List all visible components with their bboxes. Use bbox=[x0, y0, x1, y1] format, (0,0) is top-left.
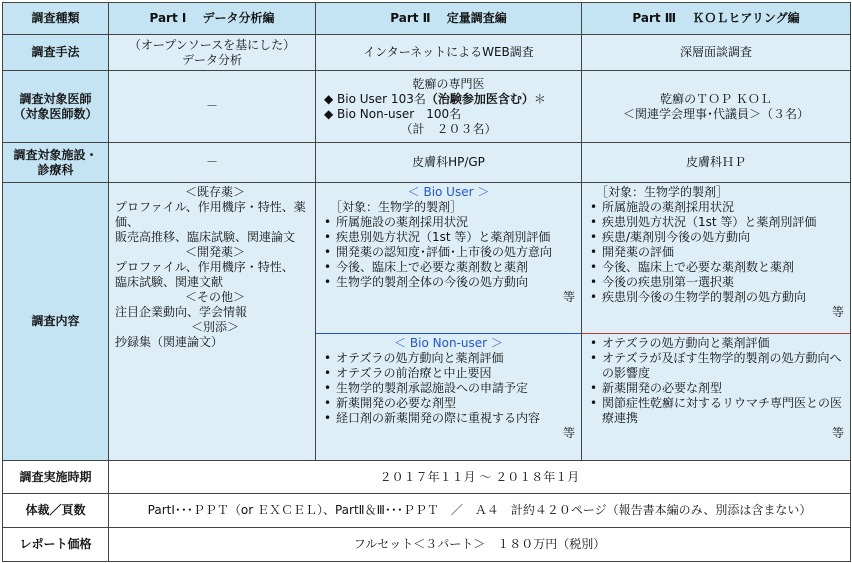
list-item: • 疾患別処方状況（1st 等）と薬剤別評価 bbox=[336, 230, 575, 245]
content-p2-bio-non-list bbox=[322, 351, 575, 426]
content-p1-line: プロファイル、作用機序・特性、 bbox=[115, 260, 294, 274]
content-p2-bio-user-sub: ［対象：生物学的製剤］ bbox=[330, 200, 463, 214]
subjects-part3-line1: 乾癬のＴＯＰ ＫＯＬ bbox=[660, 91, 772, 106]
content-p2-bio-user-list bbox=[322, 215, 575, 290]
period-row bbox=[3, 461, 851, 494]
list-item: • 今後、臨床上で必要な薬剤数と薬剤 bbox=[336, 260, 575, 275]
subjects-part3-line2: ＜関連学会理事･代議員＞（３名） bbox=[622, 106, 809, 121]
list-item: • 疾患別今後の生物学的製剤の処方動向 bbox=[602, 290, 844, 305]
content-p3-top-list bbox=[588, 200, 844, 305]
content-p3-bottom-etc: 等 bbox=[831, 426, 844, 440]
list-item: • オテズラの処方動向と薬剤評価 bbox=[602, 336, 844, 351]
list-item: • 生物学的製剤承認施設への申請予定 bbox=[336, 381, 575, 396]
price-row bbox=[3, 528, 851, 562]
content-p3-top-section bbox=[582, 183, 850, 334]
header-row bbox=[3, 3, 851, 35]
content-p3-top-sub: ［対象：生物学的製剤］ bbox=[596, 185, 729, 199]
list-item: • 関節症性乾癬に対するリウマチ専門医との医療連携 bbox=[602, 396, 844, 426]
facilities-part3: 皮膚科ＨＰ bbox=[582, 143, 851, 183]
list-item: • 新薬開発の必要な剤型 bbox=[602, 381, 844, 396]
facilities-row bbox=[3, 143, 851, 183]
facilities-label-line1: 調査対象施設・ bbox=[13, 147, 98, 162]
period-value: ２０１７年１１月 ～ ２０１８年１月 bbox=[109, 461, 851, 494]
list-item: • 開発薬の評価 bbox=[602, 245, 844, 260]
list-item: • オテズラが及ぼす生物学的製剤の処方動向への影響度 bbox=[602, 351, 844, 381]
content-p1-line: 注目企業動向、学会情報 bbox=[115, 305, 248, 319]
facilities-part1: － bbox=[109, 143, 316, 183]
list-item: • 生物学的製剤全体の今後の処方動向 bbox=[336, 275, 575, 290]
subjects-part2-total: （計 ２０３名） bbox=[400, 121, 497, 136]
content-p1-line: 抄録集（関連論文） bbox=[115, 335, 224, 349]
list-item: • 疾患別処方状況（1st 等）と薬剤別評価 bbox=[602, 215, 844, 230]
bio-user-note: （治験参加医含む） bbox=[425, 91, 534, 106]
content-p3-bottom-section bbox=[582, 334, 850, 441]
subjects-label-line2: （対象医師数） bbox=[13, 106, 98, 121]
survey-overview-table bbox=[2, 2, 851, 562]
header-part2: Part Ⅱ 定量調査編 bbox=[316, 3, 582, 35]
header-part1: Part Ⅰ データ分析編 bbox=[109, 3, 316, 35]
list-item: • オテズラの処方動向と薬剤評価 bbox=[336, 351, 575, 366]
content-p1-dev-heading: ＜開発薬＞ bbox=[184, 245, 245, 259]
subjects-part2-title: 乾癬の専門医 bbox=[412, 76, 485, 91]
content-p3-bottom-list bbox=[588, 336, 844, 426]
list-item: • 所属施設の薬剤採用状況 bbox=[602, 200, 844, 215]
content-part3 bbox=[582, 183, 851, 461]
content-row bbox=[3, 183, 851, 461]
bio-user-asterisk: ＊ bbox=[533, 91, 546, 106]
method-label: 調査手法 bbox=[3, 35, 109, 71]
list-item: • 新薬開発の必要な剤型 bbox=[336, 396, 575, 411]
content-label: 調査内容 bbox=[3, 183, 109, 461]
bio-user-count: ◆ Bio User 103名 bbox=[324, 91, 426, 106]
content-p1-line: 販売高推移、臨床試験、関連論文 bbox=[115, 230, 296, 244]
subjects-part2 bbox=[316, 71, 582, 143]
content-p2-bio-non-title: ＜ Bio Non-user ＞ bbox=[394, 336, 503, 350]
method-part1-line1: （オープンソースを基にした） bbox=[128, 37, 296, 52]
period-label: 調査実施時期 bbox=[3, 461, 109, 494]
list-item: • 今後、臨床上で必要な薬剤数と薬剤 bbox=[602, 260, 844, 275]
header-part3: Part Ⅲ ＫＯＬヒアリング編 bbox=[582, 3, 851, 35]
list-item: • 疾患/薬剤別今後の処方動向 bbox=[602, 230, 844, 245]
subjects-label-line1: 調査対象医師 bbox=[19, 91, 92, 106]
subjects-part1: － bbox=[109, 71, 316, 143]
facilities-label-line2: 診療科 bbox=[37, 162, 74, 177]
content-part1 bbox=[109, 183, 316, 461]
list-item: • 今後の疾患別第一選択薬 bbox=[602, 275, 844, 290]
facilities-label bbox=[3, 143, 109, 183]
content-p1-line: プロファイル、作用機序・特性、薬価、 bbox=[115, 200, 306, 229]
content-p1-appendix-heading: ＜別添＞ bbox=[190, 320, 239, 334]
content-part2 bbox=[316, 183, 582, 461]
method-part1-line2: データ分析 bbox=[181, 52, 242, 67]
list-item: • オテズラの前治療と中止要因 bbox=[336, 366, 575, 381]
subjects-part2-bio-non-user: ◆ Bio Non-user 100名 bbox=[324, 106, 462, 121]
subjects-part3 bbox=[582, 71, 851, 143]
content-p1-other-heading: ＜その他＞ bbox=[184, 290, 245, 304]
subjects-label bbox=[3, 71, 109, 143]
content-p2-bio-non-etc: 等 bbox=[562, 426, 575, 440]
content-p2-bio-non-section bbox=[316, 334, 581, 441]
price-value: フルセット＜３パート＞ １８０万円（税別） bbox=[109, 528, 851, 562]
method-row bbox=[3, 35, 851, 71]
method-part1 bbox=[109, 35, 316, 71]
list-item: • 所属施設の薬剤採用状況 bbox=[336, 215, 575, 230]
header-survey-type: 調査種類 bbox=[3, 3, 109, 35]
subjects-part2-bio-user bbox=[316, 92, 581, 107]
content-p1-existing-heading: ＜既存薬＞ bbox=[184, 185, 245, 199]
format-row bbox=[3, 494, 851, 528]
content-p2-bio-user-title: ＜ Bio User ＞ bbox=[407, 185, 490, 199]
price-label: レポート価格 bbox=[3, 528, 109, 562]
content-p2-bio-user-section bbox=[316, 183, 581, 334]
format-label: 体裁／頁数 bbox=[3, 494, 109, 528]
method-part2: インターネットによるWEB調査 bbox=[316, 35, 582, 71]
list-item: • 開発薬の認知度･評価･上市後の処方意向 bbox=[336, 245, 575, 260]
method-part3: 深層面談調査 bbox=[582, 35, 851, 71]
content-p3-top-etc: 等 bbox=[831, 305, 844, 319]
list-item: • 経口剤の新薬開発の際に重視する内容 bbox=[336, 411, 575, 426]
subjects-row bbox=[3, 71, 851, 143]
content-p2-bio-user-etc: 等 bbox=[562, 290, 575, 304]
format-value: PartⅠ･･･ＰＰＴ（or ＥＸＣＥＬ）、PartⅡ＆Ⅲ･･･ＰＰＴ ／ Ａ４ 計約４２０ページ（報告書本編のみ、別添は含まない） bbox=[109, 494, 851, 528]
facilities-part2: 皮膚科HP/GP bbox=[316, 143, 582, 183]
content-p1-line: 臨床試験、関連文献 bbox=[115, 275, 224, 289]
